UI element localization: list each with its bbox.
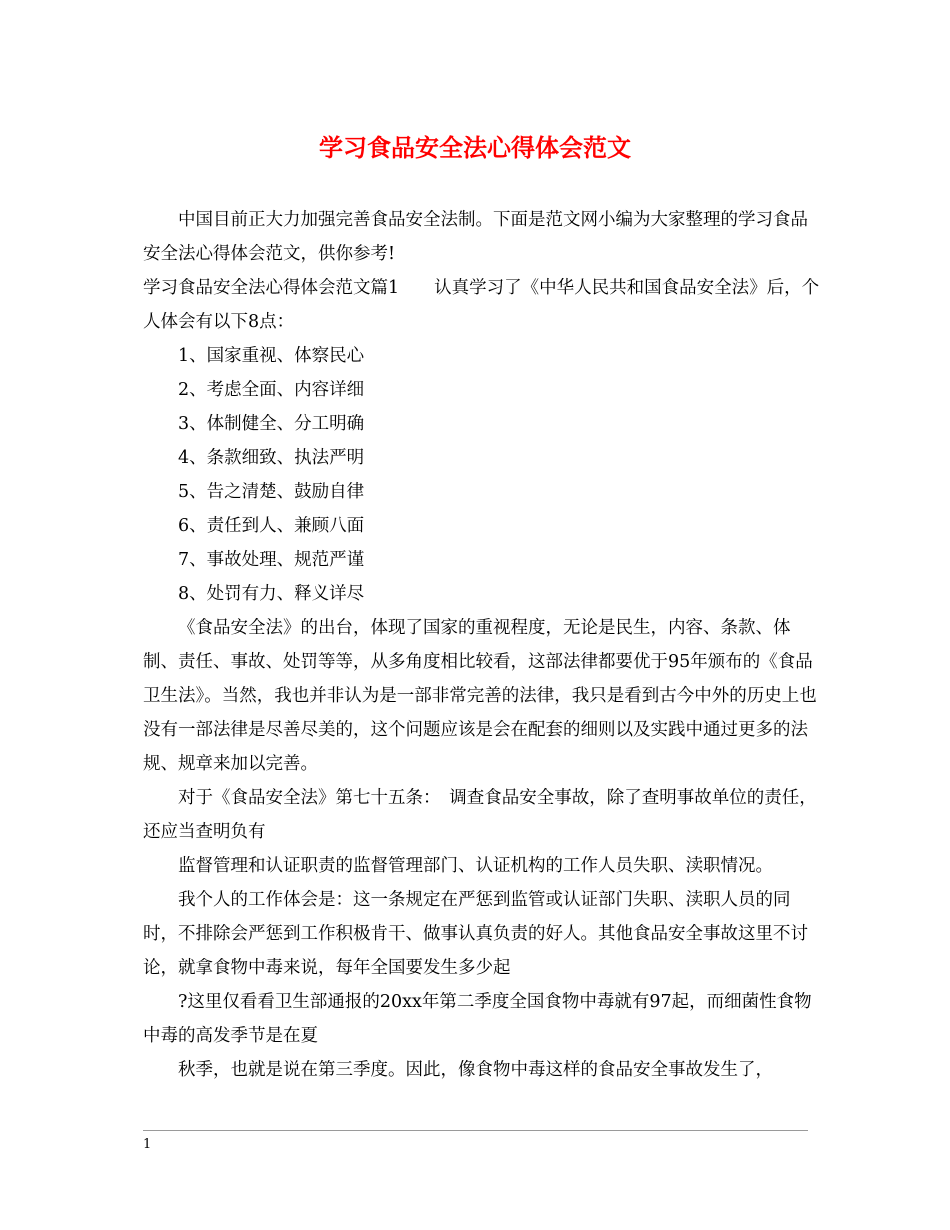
list-item: 3、体制健全、分工明确 [178,414,365,434]
list-item: 1、国家重视、体察民心 [178,346,365,366]
list-item: 8、处罚有力、释义详尽 [178,584,365,604]
body-paragraph: 秋季，也就是说在第三季度。因此，像食物中毒这样的食品安全事故发生了， [178,1060,773,1080]
document-body [143,203,823,1087]
list-item: 2、考虑全面、内容详细 [178,380,365,400]
list-item: 7、事故处理、规范严谨 [178,550,365,570]
intro-paragraph: 中国目前正大力加强完善食品安全法制。下面是范文网小编为大家整理的学习食品安全法心得体会范文，供你参考! [143,210,808,264]
page-number: 1 [143,1137,152,1152]
body-paragraph: 对于《食品安全法》第七十五条： 调查食品安全事故，除了查明事故单位的责任，还应当查明负有 [143,788,817,842]
section-heading: 学习食品安全法心得体会范文篇1 认真学习了《中华人民共和国食品安全法》后，个人体会有以下8点： [143,278,820,332]
list-item: 6、责任到人、兼顾八面 [178,516,365,536]
footer-divider [143,1130,808,1131]
body-paragraph: 我个人的工作体会是：这一条规定在严惩到监管或认证部门失职、渎职人员的同时，不排除会严惩到工作积极肯干、做事认真负责的好人。其他食品安全事故这里不讨论，就拿食物中毒来说，每年全国要发生多少起 [143,890,808,978]
body-paragraph: 《食品安全法》的出台，体现了国家的重视程度，无论是民生，内容、条款、体制、责任、事故、处罚等等，从多角度相比较看，这部法律都要优于95年颁布的《食品卫生法》。当然，我也并非认为是一部非常完善的法律，我只是看到古今中外的历史上也没有一部法律是尽善尽美的，这个问题应该是会在配套的细则以及实践中通过更多的法规、规章来加以完善。 [143,618,817,774]
list-item: 5、告之清楚、鼓励自律 [178,482,365,502]
body-paragraph: ?这里仅看看卫生部通报的20xx年第二季度全国食物中毒就有97起，而细菌性食物中毒的高发季节是在夏 [143,992,812,1046]
list-item: 4、条款细致、执法严明 [178,448,365,468]
body-paragraph: 监督管理和认证职责的监督管理部门、认证机构的工作人员失职、渎职情况。 [178,856,773,876]
document-title: 学习食品安全法心得体会范文 [319,133,631,162]
